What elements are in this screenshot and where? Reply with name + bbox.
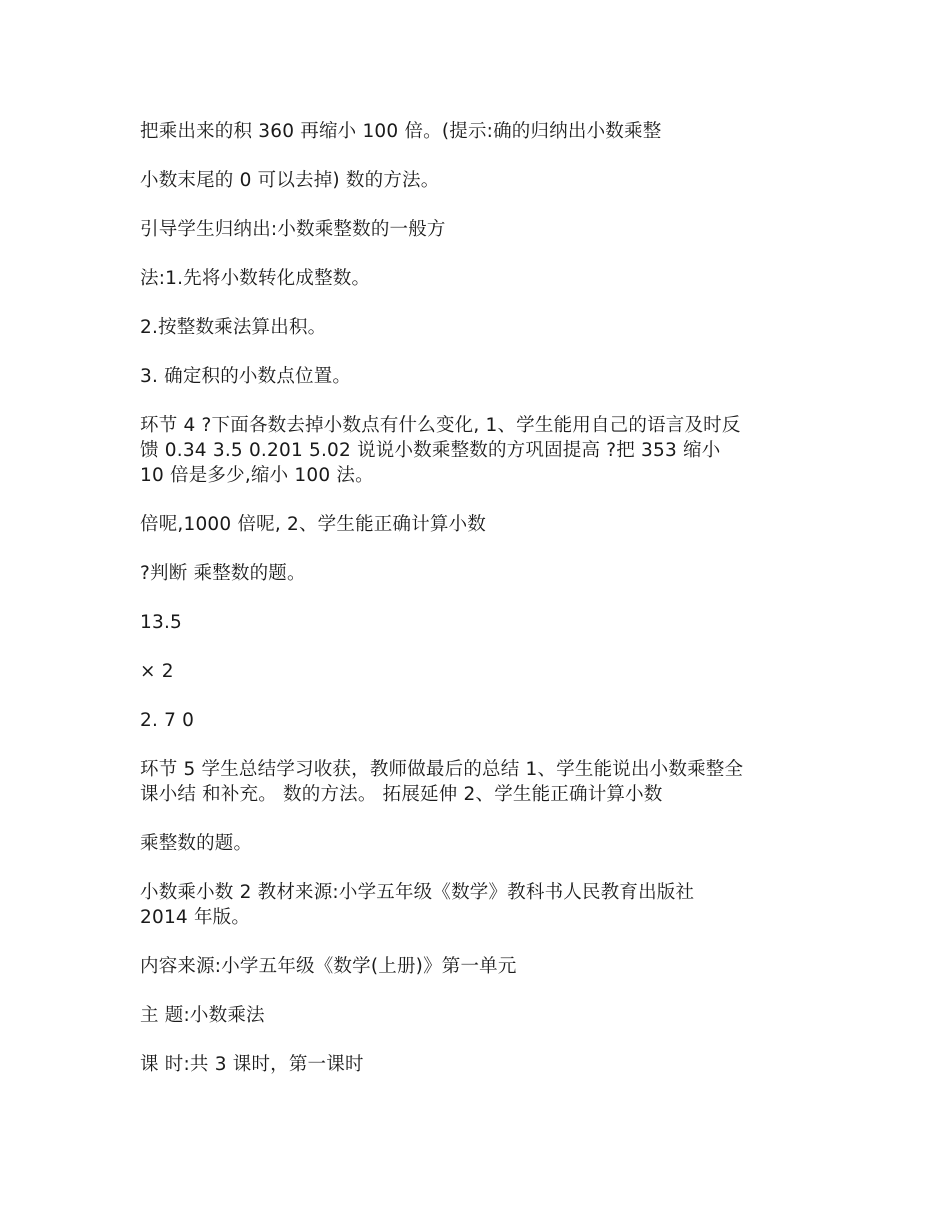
text-line: 3. 确定积的小数点位置。 — [140, 366, 352, 387]
document-body — [140, 119, 820, 1101]
text-line: 课 时:共 3 课时，第一课时 — [140, 1054, 364, 1075]
paragraph — [140, 659, 820, 684]
text-line: 环节 5 学生总结学习收获，教师做最后的总结 1、学生能说出小数乘整全 — [140, 759, 744, 780]
paragraph — [140, 561, 820, 586]
paragraph — [140, 954, 820, 979]
paragraph — [140, 364, 820, 389]
text-line: 法:1.先将小数转化成整数。 — [140, 268, 371, 289]
text-line: 环节 4 ?下面各数去掉小数点有什么变化, 1、学生能用自己的语言及时反 — [140, 415, 741, 436]
text-line: 2.按整数乘法算出积。 — [140, 317, 327, 338]
paragraph — [140, 413, 820, 488]
paragraph — [140, 168, 820, 193]
text-line: 10 倍是多少,缩小 100 法。 — [140, 465, 374, 486]
paragraph — [140, 119, 820, 144]
text-line: 馈 0.34 3.5 0.201 5.02 说说小数乘整数的方巩固提高 ?把 353 缩小 — [140, 440, 721, 461]
text-line: 倍呢,1000 倍呢, 2、学生能正确计算小数 — [140, 514, 486, 535]
text-line: ?判断 乘整数的题。 — [140, 563, 306, 584]
text-line: × 2 — [140, 661, 174, 682]
paragraph — [140, 880, 820, 930]
paragraph — [140, 217, 820, 242]
paragraph — [140, 1052, 820, 1077]
paragraph — [140, 757, 820, 807]
paragraph — [140, 1003, 820, 1028]
text-line: 主 题:小数乘法 — [140, 1005, 265, 1026]
text-line: 把乘出来的积 360 再缩小 100 倍。(提示:确的归纳出小数乘整 — [140, 121, 662, 142]
text-line: 课小结 和补充。 数的方法。 拓展延伸 2、学生能正确计算小数 — [140, 784, 663, 805]
text-line: 小数乘小数 2 教材来源:小学五年级《数学》教科书人民教育出版社 — [140, 882, 695, 903]
paragraph — [140, 512, 820, 537]
paragraph — [140, 610, 820, 635]
text-line: 2. 7 0 — [140, 710, 195, 731]
text-line: 2014 年版。 — [140, 907, 251, 928]
text-line: 内容来源:小学五年级《数学(上册)》第一单元 — [140, 956, 517, 977]
text-line: 引导学生归纳出:小数乘整数的一般方 — [140, 219, 446, 240]
text-line: 小数末尾的 0 可以去掉) 数的方法。 — [140, 170, 440, 191]
text-line: 乘整数的题。 — [140, 833, 253, 854]
paragraph — [140, 266, 820, 291]
paragraph — [140, 708, 820, 733]
paragraph — [140, 315, 820, 340]
text-line: 13.5 — [140, 612, 182, 633]
paragraph — [140, 831, 820, 856]
